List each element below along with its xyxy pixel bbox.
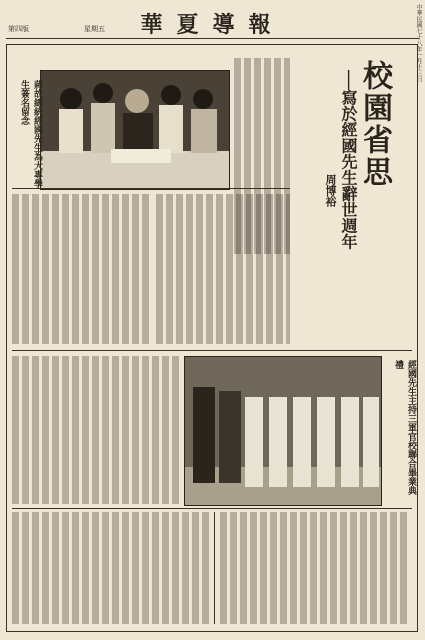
photo-signing-graphic: [41, 71, 229, 189]
masthead: [6, 8, 419, 39]
photo1-caption: 蔣故總統經國先生為大專學生簽名留念: [19, 80, 42, 188]
page-label: 第四版: [8, 25, 29, 33]
column-rule: [214, 512, 215, 624]
column-rule: [12, 508, 412, 509]
column-rule: [12, 350, 412, 351]
newspaper-title: 華夏導報: [140, 12, 285, 38]
photo-signing-students: [40, 70, 230, 190]
article-column-mid-right: [156, 194, 290, 344]
photo-ceremony-graphic: [185, 357, 381, 505]
photo-graduation-ceremony: [184, 356, 382, 506]
issue-day: 星期五: [84, 25, 105, 33]
article-column-mid-left: [12, 194, 150, 344]
column-rule: [12, 188, 290, 189]
headline-subtitle: ──寫於經國先生辭世週年: [339, 70, 358, 250]
headline-title: 校園省思: [357, 60, 392, 188]
article-column-lower-left: [12, 356, 180, 504]
photo2-caption: 經國先生主持三軍官校聯合畢業典禮: [393, 360, 416, 495]
headline-block: [292, 56, 402, 256]
article-column-bottom-left: [12, 512, 212, 624]
author-name: 周博裕: [324, 174, 337, 207]
publication-date: 中華民國七十八年一月十三日: [415, 4, 422, 82]
article-column-bottom-right: [220, 512, 410, 624]
